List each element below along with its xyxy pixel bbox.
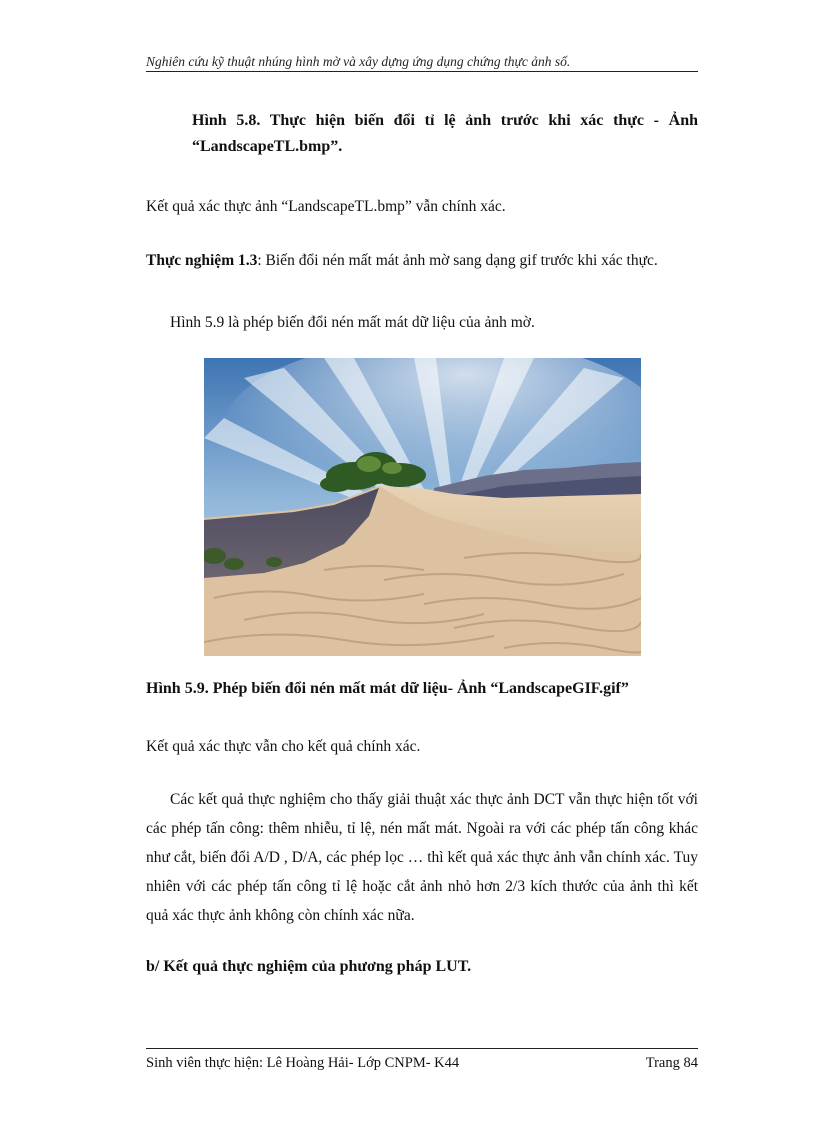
experiment-text: : Biến đổi nén mất mát ảnh mờ sang dạng gif trước khi xác thực. [257,252,658,269]
figure-5-9-caption: Hình 5.9. Phép biến đổi nén mất mát dữ liệu- Ảnh “LandscapeGIF.gif” [146,680,629,697]
paragraph-result-gif: Kết quả xác thực vẫn cho kết quả chính xác. [146,738,421,755]
experiment-label: Thực nghiệm 1.3 [146,252,258,269]
section-heading-lut: b/ Kết quả thực nghiệm của phương pháp LUT. [146,958,472,975]
page-number: Trang 84 [645,1055,698,1071]
paragraph-result-tl: Kết quả xác thực ảnh “LandscapeTL.bmp” vẫn chính xác. [146,198,506,215]
desert-dune-photo [204,358,641,656]
paragraph-experiment [146,247,698,274]
paragraph-figure-intro: Hình 5.9 là phép biến đổi nén mất mát dữ liệu của ảnh mờ. [170,314,535,331]
header-rule [146,71,698,72]
figure-5-8-caption: Hình 5.8. Thực hiện biến đổi tỉ lệ ảnh trước khi xác thực - Ảnh “LandscapeTL.bmp”. [192,112,698,155]
footer-author: Sinh viên thực hiện: Lê Hoàng Hải- Lớp CNPM- K44 [146,1055,460,1071]
footer-rule [146,1048,698,1049]
running-header: Nghiên cứu kỹ thuật nhúng hình mờ và xây dựng ứng dụng chứng thực ảnh số. [146,54,571,69]
paragraph-conclusion: Các kết quả thực nghiệm cho thấy giải thuật xác thực ảnh DCT vẫn thực hiện tốt với các phép tấn công: thêm nhiễu, tỉ lệ, nén mất mát. Ngoài ra với các phép tấn công khác như cắt, biến đổi A/D , D/A, các phép lọc … thì kết quả xác thực ảnh vẫn chính xác. Tuy nhiên với các phép tấn công tỉ lệ hoặc cắt ảnh nhỏ hơn 2/3 kích thước của ảnh thì kết quả xác thực ảnh không còn chính xác nữa. [146,791,698,924]
